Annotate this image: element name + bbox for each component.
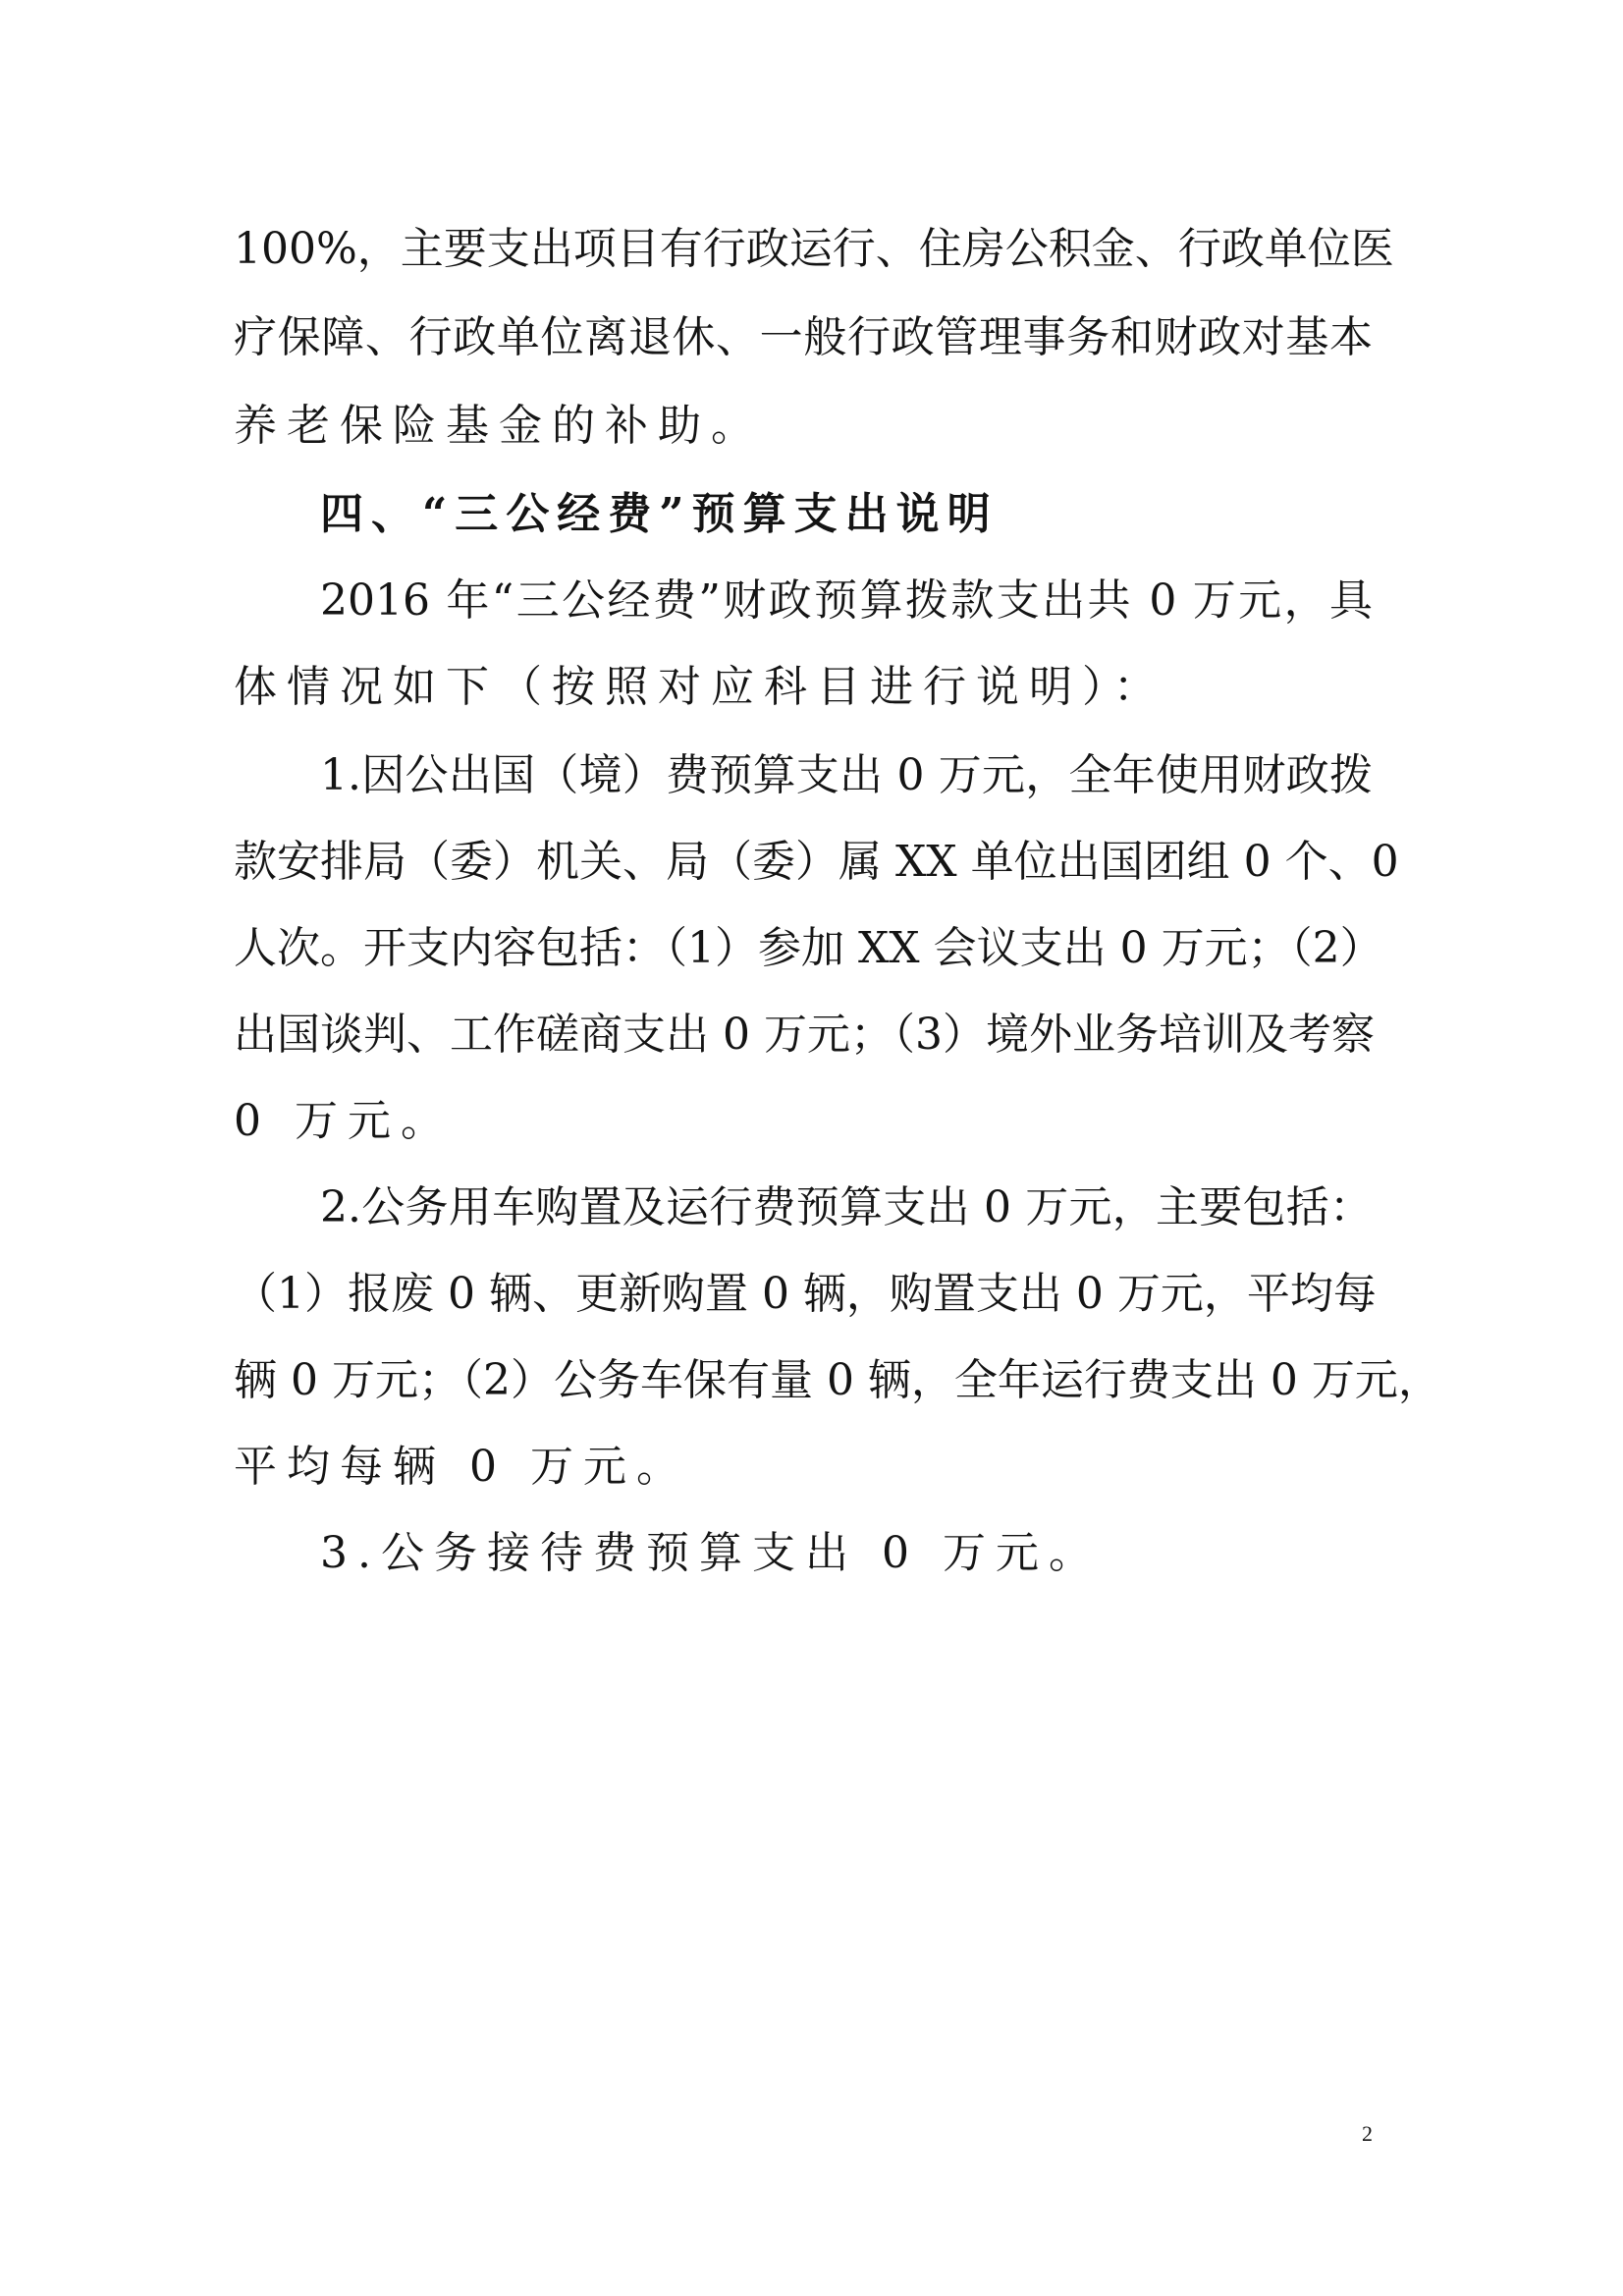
list-item-line: 款安排局（委）机关、局（委）属 XX 单位出国团组 0 个、0	[234, 837, 1399, 887]
section-heading: 四、“三公经费”预算支出说明	[320, 489, 999, 539]
list-item-line: 0 万元。	[234, 1096, 454, 1146]
paragraph-line: 2016 年“三公经费”财政预算拨款支出共 0 万元，具	[320, 575, 1373, 626]
list-item-line: 2.公务用车购置及运行费预算支出 0 万元，主要包括：	[320, 1182, 1373, 1232]
paragraph-line: 养老保险基金的补助。	[234, 401, 764, 451]
list-item-line: （1）报废 0 辆、更新购置 0 辆，购置支出 0 万元，平均每	[234, 1269, 1377, 1319]
paragraph-line: 100%，主要支出项目有行政运行、住房公积金、行政单位医	[234, 224, 1394, 274]
paragraph-line: 疗保障、行政单位离退休、一般行政管理事务和财政对基本	[234, 312, 1373, 362]
list-item-line: 出国谈判、工作磋商支出 0 万元；（3）境外业务培训及考察	[234, 1010, 1375, 1060]
list-item-line: 1.因公出国（境）费预算支出 0 万元，全年使用财政拨	[320, 750, 1373, 800]
paragraph-line: 体情况如下（按照对应科目进行说明）：	[234, 662, 1166, 712]
list-item-line: 平均每辆 0 万元。	[234, 1442, 689, 1492]
list-item-line: 人次。开支内容包括：（1）参加 XX 会议支出 0 万元；（2）	[234, 923, 1383, 973]
page-number: 2	[1362, 2121, 1373, 2146]
list-item-line: 3.公务接待费预算支出 0 万元。	[320, 1528, 1102, 1578]
list-item-line: 辆 0 万元；（2）公务车保有量 0 辆，全年运行费支出 0 万元，	[234, 1355, 1441, 1405]
